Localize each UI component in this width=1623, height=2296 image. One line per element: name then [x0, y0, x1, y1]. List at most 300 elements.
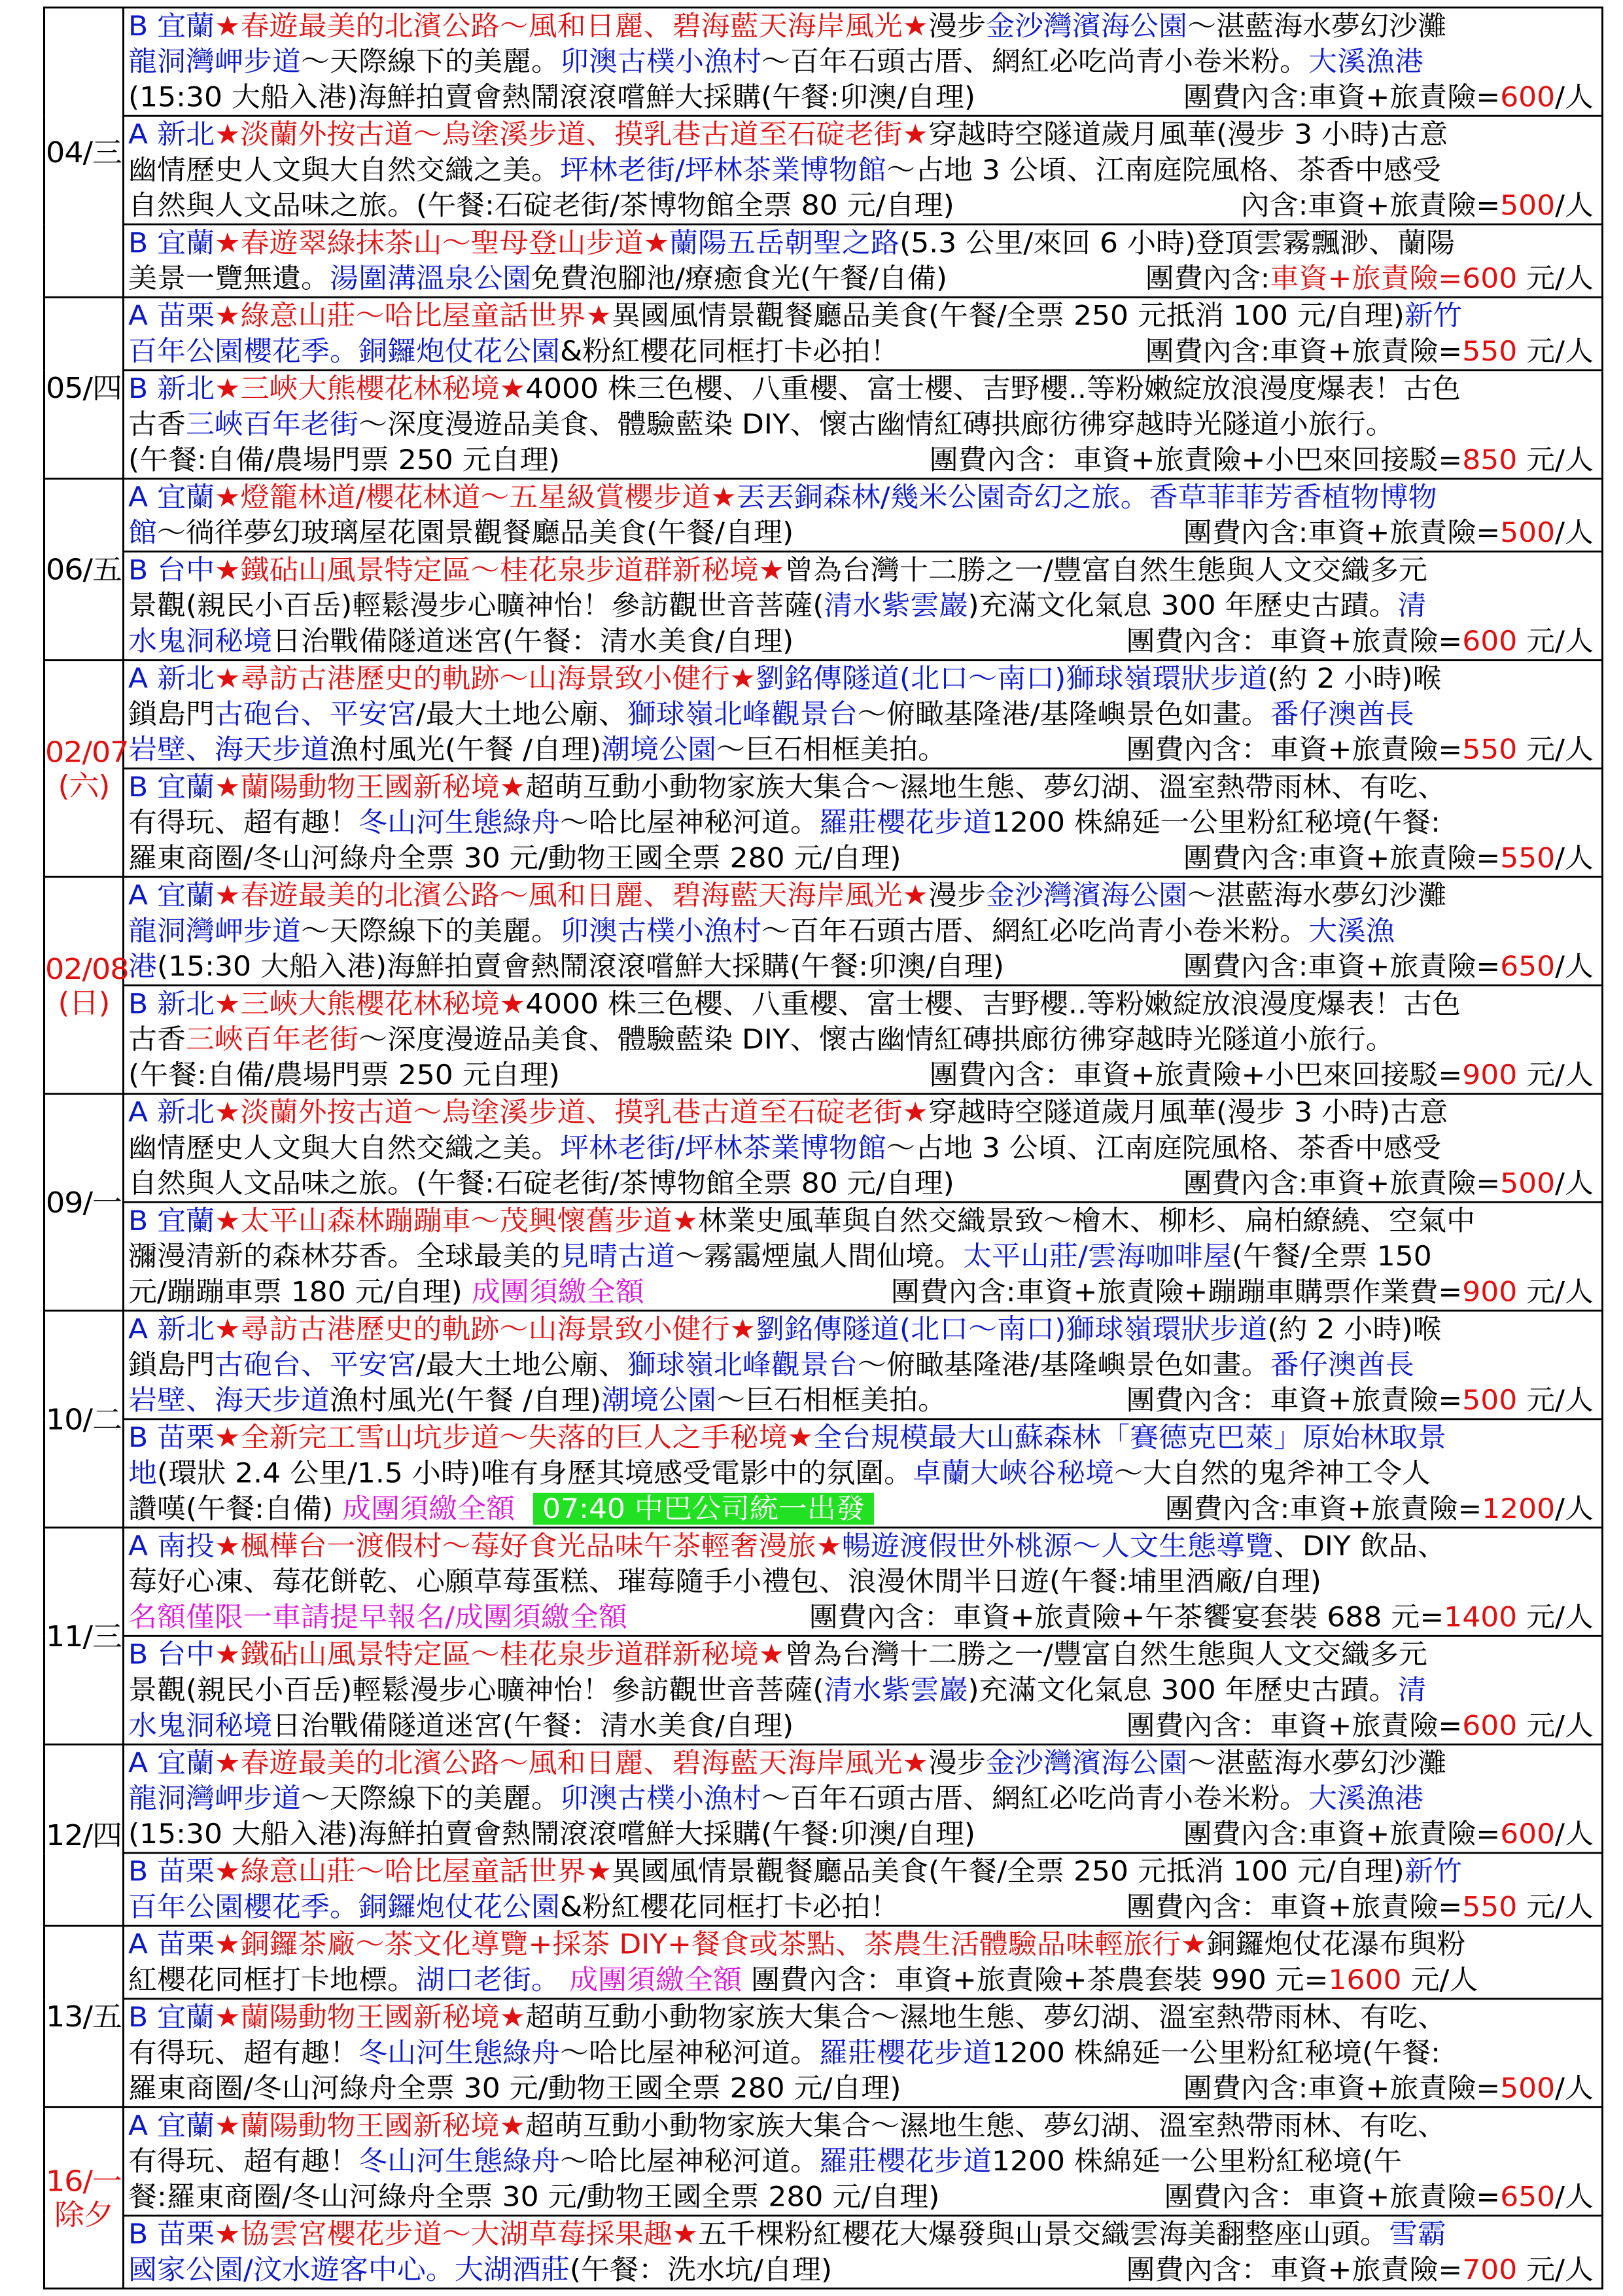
text-segment: 獅球嶺北峰觀景台 — [627, 698, 858, 730]
text-segment: 瀰漫清新的森林芬香。全球最美的 — [128, 1240, 560, 1273]
text-segment: 成團須繳全額 — [471, 1276, 644, 1308]
text-segment: )充滿文化氣息 300 年歷史古蹟。 — [968, 1674, 1398, 1706]
tour-line — [124, 334, 1601, 369]
fee-segment: 550 — [1500, 842, 1556, 874]
tour-description — [128, 482, 1437, 514]
tour-description — [128, 2218, 1446, 2250]
text-segment: ★尋訪古港歷史的軌跡～山海景致小健行★ — [215, 662, 756, 695]
text-segment: /最大土地公廟、 — [416, 698, 627, 730]
text-segment: 幽情歷史人文與大自然交織之美。 — [128, 1132, 560, 1164]
tour-line — [124, 2035, 1601, 2070]
text-segment: ～深度漫遊品美食、體驗藍染 DIY、懷古幽情紅磚拱廊彷彿穿越時光隧道小旅行。 — [358, 1023, 1395, 1056]
tour-entry-cell — [124, 297, 1603, 370]
text-segment: ★三峽大熊櫻花林秘境★ — [215, 988, 526, 1020]
tour-fee — [1126, 732, 1594, 768]
text-segment: 莓好心凍、莓花餅乾、心願草莓蛋糕、璀莓隨手小禮包、浪漫休閒半日遊(午餐:埔里酒廠/自理) — [128, 1566, 1321, 1598]
text-segment: 成團須繳全額 — [569, 1964, 742, 1996]
fee-segment: 團費內含:車資+旅責險= — [1183, 842, 1501, 874]
schedule-row — [44, 1202, 1603, 1311]
tour-entry — [124, 9, 1601, 115]
tour-fee — [891, 1274, 1594, 1309]
text-segment: ★春遊翠綠抹茶山～聖母登山步道★ — [215, 227, 670, 259]
fee-segment: 元/人 — [1517, 1891, 1594, 1923]
tour-entry-cell — [124, 479, 1603, 552]
text-segment: 清 — [1397, 590, 1427, 622]
tour-line — [124, 1347, 1601, 1383]
text-segment: ～湛藍海水夢幻沙灘 — [1187, 1747, 1446, 1779]
text-segment: 金沙灣濱海公園 — [986, 10, 1188, 43]
text-segment: ★太平山森林蹦蹦車～茂興懷舊步道★ — [215, 1205, 699, 1237]
tour-entry — [124, 1095, 1601, 1201]
text-segment: 太平山莊/雲海咖啡屋 — [963, 1240, 1232, 1273]
tour-line — [124, 1491, 1601, 1527]
tour-fee — [1126, 1383, 1594, 1418]
tour-fee — [1183, 949, 1594, 984]
fee-segment: /人 — [1555, 517, 1594, 549]
text-segment: A 宜蘭 — [128, 481, 215, 514]
text-segment: 讚嘆(午餐:自備) — [128, 1492, 343, 1525]
tour-description — [128, 154, 1441, 186]
text-segment: 自然與人文品味之旅。(午餐:石碇老街/茶博物館全票 80 元/自理) — [128, 190, 954, 222]
text-segment: 林業史風華與自然交織景致～檜木、柳杉、扁柏繚繞、空氣中 — [698, 1205, 1476, 1237]
fee-segment: 550 — [1462, 733, 1518, 766]
tour-line — [124, 1745, 1601, 1780]
text-segment: ～大自然的鬼斧神工令人 — [1114, 1457, 1431, 1489]
tour-entry-cell — [124, 116, 1603, 224]
fee-segment: 600 — [1500, 81, 1556, 113]
tour-line — [124, 225, 1601, 260]
text-segment: 有得玩、超有趣！ — [128, 807, 358, 839]
text-segment: ～占地 3 公頃、江南庭院風格、茶香中感受 — [886, 154, 1441, 186]
text-segment: 國家公園/汶水遊客中心。大湖酒莊 — [128, 2253, 570, 2286]
fee-segment: 600 — [1500, 1818, 1556, 1850]
text-segment: A 苗栗 — [128, 1928, 215, 1961]
tour-line — [124, 1637, 1601, 1672]
tour-line — [124, 1854, 1601, 1889]
date-label: (日) — [58, 985, 110, 1019]
fee-segment: /人 — [1555, 842, 1594, 874]
text-segment: 穿越時空隧道歲月風華(漫步 3 小時)古意 — [928, 1096, 1448, 1129]
tour-description — [128, 2110, 1446, 2142]
text-segment: ～湛藍海水夢幻沙灘 — [1187, 10, 1447, 43]
text-segment: 湯圍溝溫泉公園 — [330, 262, 531, 295]
tour-fee — [1183, 1166, 1594, 1201]
tour-entry — [124, 480, 1601, 551]
text-segment: ★鐵砧山風景特定區～桂花泉步道群新秘境★ — [215, 554, 785, 586]
fee-segment: /人 — [1555, 1492, 1594, 1525]
schedule-row — [44, 1999, 1603, 2108]
tour-description — [128, 1493, 874, 1525]
text-segment: ★淡蘭外按古道～烏塗溪步道、摸乳巷古道至石碇老街★ — [215, 1096, 928, 1129]
tour-entry — [124, 1745, 1601, 1852]
tour-entry-cell — [124, 1744, 1603, 1853]
fee-segment: 650 — [1500, 951, 1556, 983]
tour-line — [124, 2108, 1601, 2144]
fee-segment: 850 — [1462, 444, 1518, 476]
text-segment: 超萌互動小動物家族大集合～濕地生態、夢幻湖、溫室熱帶雨林、有吃、 — [525, 771, 1447, 804]
tour-entry — [124, 298, 1601, 370]
text-segment: 冬山河生態綠舟 — [358, 807, 560, 839]
text-segment: 4000 株三色櫻、八重櫻、富士櫻、吉野櫻..等粉嫩綻放浪漫度爆表！古色 — [525, 988, 1461, 1020]
fee-segment: 團費內含：車資+旅責險= — [1126, 733, 1463, 766]
text-segment: ★鐵砧山風景特定區～桂花泉步道群新秘境★ — [215, 1638, 785, 1671]
schedule-row — [44, 370, 1603, 479]
fee-segment: 團費內含: — [1145, 262, 1270, 295]
tour-description — [128, 1132, 1441, 1164]
fee-segment: 團費內含:車資+旅責險+蹦蹦車購票作業費= — [890, 1276, 1463, 1308]
text-segment: 冬山河生態綠舟 — [358, 2037, 560, 2069]
tour-line — [124, 298, 1601, 334]
text-segment: 古砲台、平安宮 — [215, 1349, 416, 1381]
tour-entry-cell — [124, 1636, 1603, 1744]
text-segment: 劉銘傳隧道(北口～南口)獅球嶺環狀步道 — [755, 1313, 1268, 1345]
fee-segment: 團費內含：車資+旅責險+午茶饗宴套裝 688 元= — [809, 1601, 1444, 1634]
tour-fee — [809, 1600, 1594, 1635]
text-segment: 、DIY 飲品、 — [1273, 1530, 1446, 1563]
tour-description — [128, 951, 1004, 983]
fee-segment: 1400 — [1444, 1601, 1518, 1634]
text-segment: A 宜蘭 — [128, 2110, 215, 2142]
tour-line — [124, 1130, 1601, 1165]
fee-segment: 元/人 — [1517, 733, 1594, 766]
text-segment: 漫步 — [928, 1747, 986, 1779]
tour-line — [124, 1274, 1601, 1309]
tour-line — [124, 1312, 1601, 1347]
text-segment: 自然與人文品味之旅。(午餐:石碇老街/茶博物館全票 80 元/自理) — [128, 1167, 954, 1200]
tour-line — [124, 552, 1601, 588]
fee-segment: 團費內含：車資+旅責險= — [1126, 2253, 1463, 2286]
text-segment: 漁村風光(午餐 /自理) — [330, 1384, 602, 1417]
fee-segment: 團費內含:車資+旅責險= — [1164, 1492, 1482, 1525]
text-segment: ★蘭陽動物王國新秘境★ — [215, 2110, 525, 2142]
text-segment: (15:30 大船入港)海鮮拍賣會熱鬧滾滾嚐鮮大採購(午餐:卯澳/自理) — [157, 951, 1005, 983]
tour-description — [128, 1639, 1427, 1671]
text-segment: 百年公園櫻花季。銅鑼炮仗花公園 — [128, 1891, 560, 1923]
schedule-row — [44, 479, 1603, 552]
tour-line — [124, 1962, 1601, 1998]
tour-line — [124, 878, 1601, 913]
text-segment: 曾為台灣十二勝之一/豐富自然生態與人文交織多元 — [784, 1638, 1427, 1671]
fee-segment: 團費內含：車資+旅責險= — [1126, 625, 1463, 658]
tour-entry — [124, 769, 1601, 876]
text-segment: (午餐:自備/農場門票 250 元自理) — [128, 1059, 560, 1091]
tour-line — [124, 1057, 1601, 1093]
text-segment: B 新北 — [128, 373, 215, 405]
fee-segment: /人 — [1555, 951, 1594, 983]
fee-segment: /人 — [1555, 81, 1594, 113]
fee-segment: 團費內含：車資+旅責險= — [1126, 1384, 1463, 1417]
text-segment: B 苗栗 — [128, 1422, 215, 1454]
tour-description — [128, 1964, 1478, 1996]
date-cell — [44, 877, 129, 1093]
schedule-row — [44, 877, 1603, 985]
tour-line — [124, 2144, 1601, 2179]
text-segment: ★蘭陽動物王國新秘境★ — [215, 2001, 526, 2034]
text-segment: ★燈籠林道/櫻花林道～五星級賞櫻步道★ — [215, 481, 737, 514]
tour-fee — [930, 1057, 1594, 1093]
text-segment: B 台中 — [128, 554, 215, 586]
text-segment: B 宜蘭 — [128, 1205, 215, 1237]
tour-entry — [124, 1927, 1601, 1998]
text-segment: 清水紫雲巖 — [824, 590, 968, 622]
tour-description — [128, 1747, 1446, 1779]
text-segment: B 宜蘭 — [128, 2001, 215, 2034]
fee-segment: 550 — [1462, 335, 1518, 368]
fee-segment: 元/人 — [1517, 444, 1594, 476]
tour-schedule-table — [43, 7, 1603, 2289]
schedule-row — [44, 2216, 1603, 2288]
fee-segment: /人 — [1555, 2181, 1594, 2213]
text-segment: 大溪漁港 — [1308, 1782, 1423, 1815]
text-segment: 古砲台、平安宮 — [215, 698, 416, 730]
tour-line — [124, 1456, 1601, 1491]
text-segment: 景觀(親民小百岳)輕鬆漫步心曠神怡！參訪觀世音菩薩( — [128, 590, 824, 622]
text-segment: &粉紅櫻花同框打卡必拍！ — [560, 335, 899, 368]
text-segment: (5.3 公里/來回 6 小時)登頂雲霧飄渺、蘭陽 — [899, 227, 1456, 259]
text-segment: 07:40 中巴公司統一出發 — [533, 1492, 874, 1525]
text-segment: 三峽百年老街 — [186, 1023, 358, 1056]
tour-entry — [124, 1312, 1601, 1419]
tour-line — [124, 480, 1601, 515]
tour-fee — [1183, 515, 1594, 550]
text-segment: A 苗栗 — [128, 300, 215, 332]
fee-segment: 元/人 — [1517, 1059, 1594, 1091]
tour-description — [128, 842, 901, 874]
tour-description — [128, 2037, 1440, 2069]
tour-description — [128, 190, 954, 222]
tour-entry-cell — [124, 1311, 1603, 1419]
tour-line — [124, 407, 1601, 442]
text-segment: ～哈比屋神秘河道。 — [560, 2145, 819, 2178]
tour-line — [124, 1564, 1601, 1599]
schedule-row — [44, 768, 1603, 877]
schedule-row — [44, 660, 1603, 769]
tour-description — [128, 1349, 1414, 1381]
text-segment: 地 — [128, 1457, 157, 1489]
fee-segment: 團費內含:車資+旅責險= — [1183, 2072, 1501, 2105]
schedule-row — [44, 1636, 1603, 1744]
fee-segment: 團費內含:車資+旅責險= — [1183, 517, 1501, 549]
text-segment: 漫步 — [928, 10, 986, 43]
fee-segment: /人 — [1555, 190, 1594, 222]
text-segment: (約 2 小時)喉 — [1267, 662, 1442, 695]
fee-segment: 500 — [1500, 2072, 1556, 2105]
text-segment: 紅櫻花同框打卡地標。 — [128, 1964, 416, 1996]
text-segment: A 南投 — [128, 1530, 215, 1563]
tour-fee — [1183, 79, 1594, 115]
text-segment: ～百年石頭古厝、網紅必吃尚青小卷米粉。 — [761, 915, 1308, 947]
fee-segment: 600 — [1462, 1710, 1518, 1742]
tour-fee — [1145, 334, 1594, 369]
text-segment: B 宜蘭 — [128, 227, 215, 259]
fee-segment: 元/人 — [1517, 1384, 1594, 1417]
fee-segment: 團費內含:車資+旅責險= — [1145, 335, 1463, 368]
tour-description — [128, 807, 1440, 839]
fee-segment: 1200 — [1482, 1492, 1556, 1525]
text-segment: 1200 株綿延一公里粉紅秘境(午餐: — [992, 807, 1440, 839]
tour-entry-cell — [124, 370, 1603, 479]
date-label: 02/07 — [45, 734, 129, 769]
fee-segment: 元/人 — [1517, 1710, 1594, 1742]
tour-line — [124, 79, 1601, 115]
fee-segment: 團費內含:車資+旅責險= — [1183, 81, 1501, 113]
text-segment: 全台規模最大山蘇森林「賽德克巴萊」原始林取景 — [813, 1422, 1447, 1454]
tour-line — [124, 152, 1601, 188]
tour-line — [124, 1889, 1601, 1924]
fee-segment: 元/人 — [1517, 2253, 1594, 2286]
tour-entry-cell — [124, 1094, 1603, 1203]
text-segment: ～湛藍海水夢幻沙灘 — [1187, 879, 1446, 912]
text-segment: 金沙灣濱海公園 — [985, 879, 1187, 912]
text-segment: 元/人 — [1401, 1964, 1478, 1996]
tour-description — [128, 336, 899, 368]
tour-line — [124, 2000, 1601, 2035]
tour-entry — [124, 878, 1601, 985]
tour-entry-cell — [124, 1419, 1603, 1528]
schedule-row — [44, 297, 1603, 370]
date-cell — [44, 1094, 124, 1311]
text-segment: 劉銘傳隧道(北口～南口)獅球嶺環狀步道 — [755, 662, 1268, 695]
tour-fee — [1183, 1816, 1594, 1852]
text-segment: ～深度漫遊品美食、體驗藍染 DIY、懷古幽情紅磚拱廊彷彿穿越時光隧道小旅行。 — [358, 408, 1395, 440]
text-segment: &粉紅櫻花同框打卡必拍！ — [560, 1891, 899, 1923]
tour-line — [124, 1708, 1601, 1743]
text-segment: ～天際線下的美麗。 — [301, 1782, 560, 1815]
date-cell — [44, 1528, 124, 1744]
tour-entry — [124, 371, 1601, 478]
tour-entry-cell — [124, 1999, 1603, 2108]
tour-description — [128, 2181, 939, 2213]
tour-description — [128, 590, 1427, 622]
fee-segment: 700 — [1462, 2253, 1518, 2286]
text-segment: 日治戰備隧道迷宮(午餐：清水美食/自理) — [272, 1710, 794, 1742]
tour-description — [128, 2146, 1402, 2178]
tour-line — [124, 515, 1601, 550]
fee-segment: 元/人 — [1517, 335, 1594, 368]
tour-description — [128, 517, 794, 549]
text-segment: 番仔澳酋長 — [1270, 1349, 1414, 1381]
text-segment: )充滿文化氣息 300 年歷史古蹟。 — [968, 590, 1398, 622]
tour-description — [128, 1241, 1432, 1273]
text-segment: 金沙灣濱海公園 — [985, 1747, 1187, 1779]
text-segment: ★楓樺台一渡假村～莓好食光品味午茶輕奢漫旅★ — [215, 1530, 842, 1563]
text-segment: 獅球嶺北峰觀景台 — [627, 1349, 858, 1381]
text-segment: ～百年石頭古厝、網紅必吃尚青小卷米粉。 — [761, 46, 1308, 78]
tour-description — [128, 1097, 1448, 1129]
tour-description — [128, 1856, 1462, 1888]
text-segment: 湖口老街。 — [416, 1964, 560, 1996]
tour-description — [128, 879, 1446, 911]
tour-entry-cell — [124, 1528, 1603, 1636]
tour-line — [124, 661, 1601, 696]
tour-line — [124, 2217, 1601, 2252]
schedule-row — [44, 1744, 1603, 1853]
text-segment: 水鬼洞秘境 — [128, 1710, 272, 1742]
date-label: 16/一 — [45, 2164, 122, 2198]
text-segment — [560, 1964, 569, 1996]
text-segment: 羅莊櫻花步道 — [819, 2037, 992, 2069]
text-segment: 港 — [128, 951, 157, 983]
schedule-row — [44, 1311, 1603, 1419]
text-segment: A 宜蘭 — [128, 1747, 215, 1779]
tour-description — [128, 988, 1461, 1020]
text-segment: B 苗栗 — [128, 1856, 215, 1888]
text-segment: 清 — [1397, 1674, 1427, 1706]
text-segment: 超萌互動小動物家族大集合～濕地生態、夢幻湖、溫室熱帶雨林、有吃、 — [525, 2110, 1446, 2142]
fee-segment: 900 — [1462, 1059, 1518, 1091]
text-segment: ★春遊最美的北濱公路～風和日麗、碧海藍天海岸風光★ — [215, 879, 928, 912]
fee-segment: 900 — [1462, 1276, 1518, 1308]
schedule-row — [44, 116, 1603, 224]
text-segment: 坪林老街/坪林茶業博物館 — [560, 1132, 886, 1164]
text-segment: 岩壁、海天步道 — [128, 733, 330, 766]
date-cell — [44, 1744, 124, 1926]
tour-description — [128, 1422, 1446, 1454]
tour-description — [128, 300, 1462, 332]
tour-entry-cell — [124, 1926, 1603, 1998]
schedule-row — [44, 7, 1603, 116]
tour-fee — [1145, 261, 1594, 296]
tour-fee — [1126, 2252, 1594, 2287]
tour-line — [124, 261, 1601, 296]
tour-description — [128, 1710, 794, 1742]
tour-entry — [124, 552, 1601, 659]
tour-line — [124, 1600, 1601, 1635]
date-cell — [44, 479, 124, 660]
text-segment: 蘭陽五岳朝聖之路 — [669, 227, 900, 259]
text-segment: 冬山河生態綠舟 — [358, 2145, 560, 2178]
fee-segment: 團費內含：車資+旅責險= — [1126, 1710, 1463, 1742]
fee-segment: 500 — [1500, 517, 1556, 549]
fee-segment: 500 — [1500, 1167, 1556, 1200]
text-segment: B 宜蘭 — [128, 771, 215, 804]
schedule-row — [44, 1528, 1603, 1636]
text-segment: 曾為台灣十二勝之一/豐富自然生態與人文交織多元 — [784, 554, 1427, 586]
tour-entry-cell — [124, 224, 1603, 297]
tour-entry-cell — [124, 660, 1603, 769]
tour-description — [128, 554, 1427, 586]
text-segment: (午餐/全票 150 — [1231, 1240, 1432, 1273]
schedule-row — [44, 1853, 1603, 1926]
schedule-row — [44, 224, 1603, 297]
fee-segment: 團費內含：車資+旅責險+小巴來回接駁= — [929, 1059, 1463, 1091]
text-segment: 岩壁、海天步道 — [128, 1384, 330, 1417]
text-segment: A 新北 — [128, 662, 215, 695]
tour-line — [124, 949, 1601, 984]
text-segment: 卯澳古樸小漁村 — [560, 1782, 761, 1815]
fee-segment: 600 — [1462, 625, 1518, 658]
text-segment: 大溪漁 — [1308, 915, 1395, 947]
fee-segment: /人 — [1555, 1818, 1594, 1850]
tour-description — [128, 373, 1461, 405]
text-segment: 龍洞灣岬步道 — [128, 915, 301, 947]
tour-entry-cell — [124, 1202, 1603, 1311]
text-segment: ～天際線下的美麗。 — [301, 46, 560, 78]
text-segment: 羅莊櫻花步道 — [819, 2145, 992, 2178]
fee-segment: 團費內含:車資+旅責險= — [1183, 951, 1501, 983]
fee-segment: 元/人 — [1517, 1276, 1594, 1308]
tour-entry — [124, 2108, 1601, 2215]
tour-description — [128, 10, 1446, 43]
tour-line — [124, 1927, 1601, 1962]
tour-fee — [1165, 1491, 1594, 1527]
text-segment: 館 — [128, 517, 157, 549]
tour-entry-cell — [124, 2216, 1603, 2288]
tour-entry-cell — [124, 768, 1603, 877]
tour-description — [128, 1313, 1442, 1345]
text-segment: 羅東商圈/冬山河綠舟全票 30 元/動物王國全票 280 元/自理) — [128, 2072, 901, 2105]
text-segment: 1200 株綿延一公里粉紅秘境(午餐: — [992, 2037, 1440, 2069]
